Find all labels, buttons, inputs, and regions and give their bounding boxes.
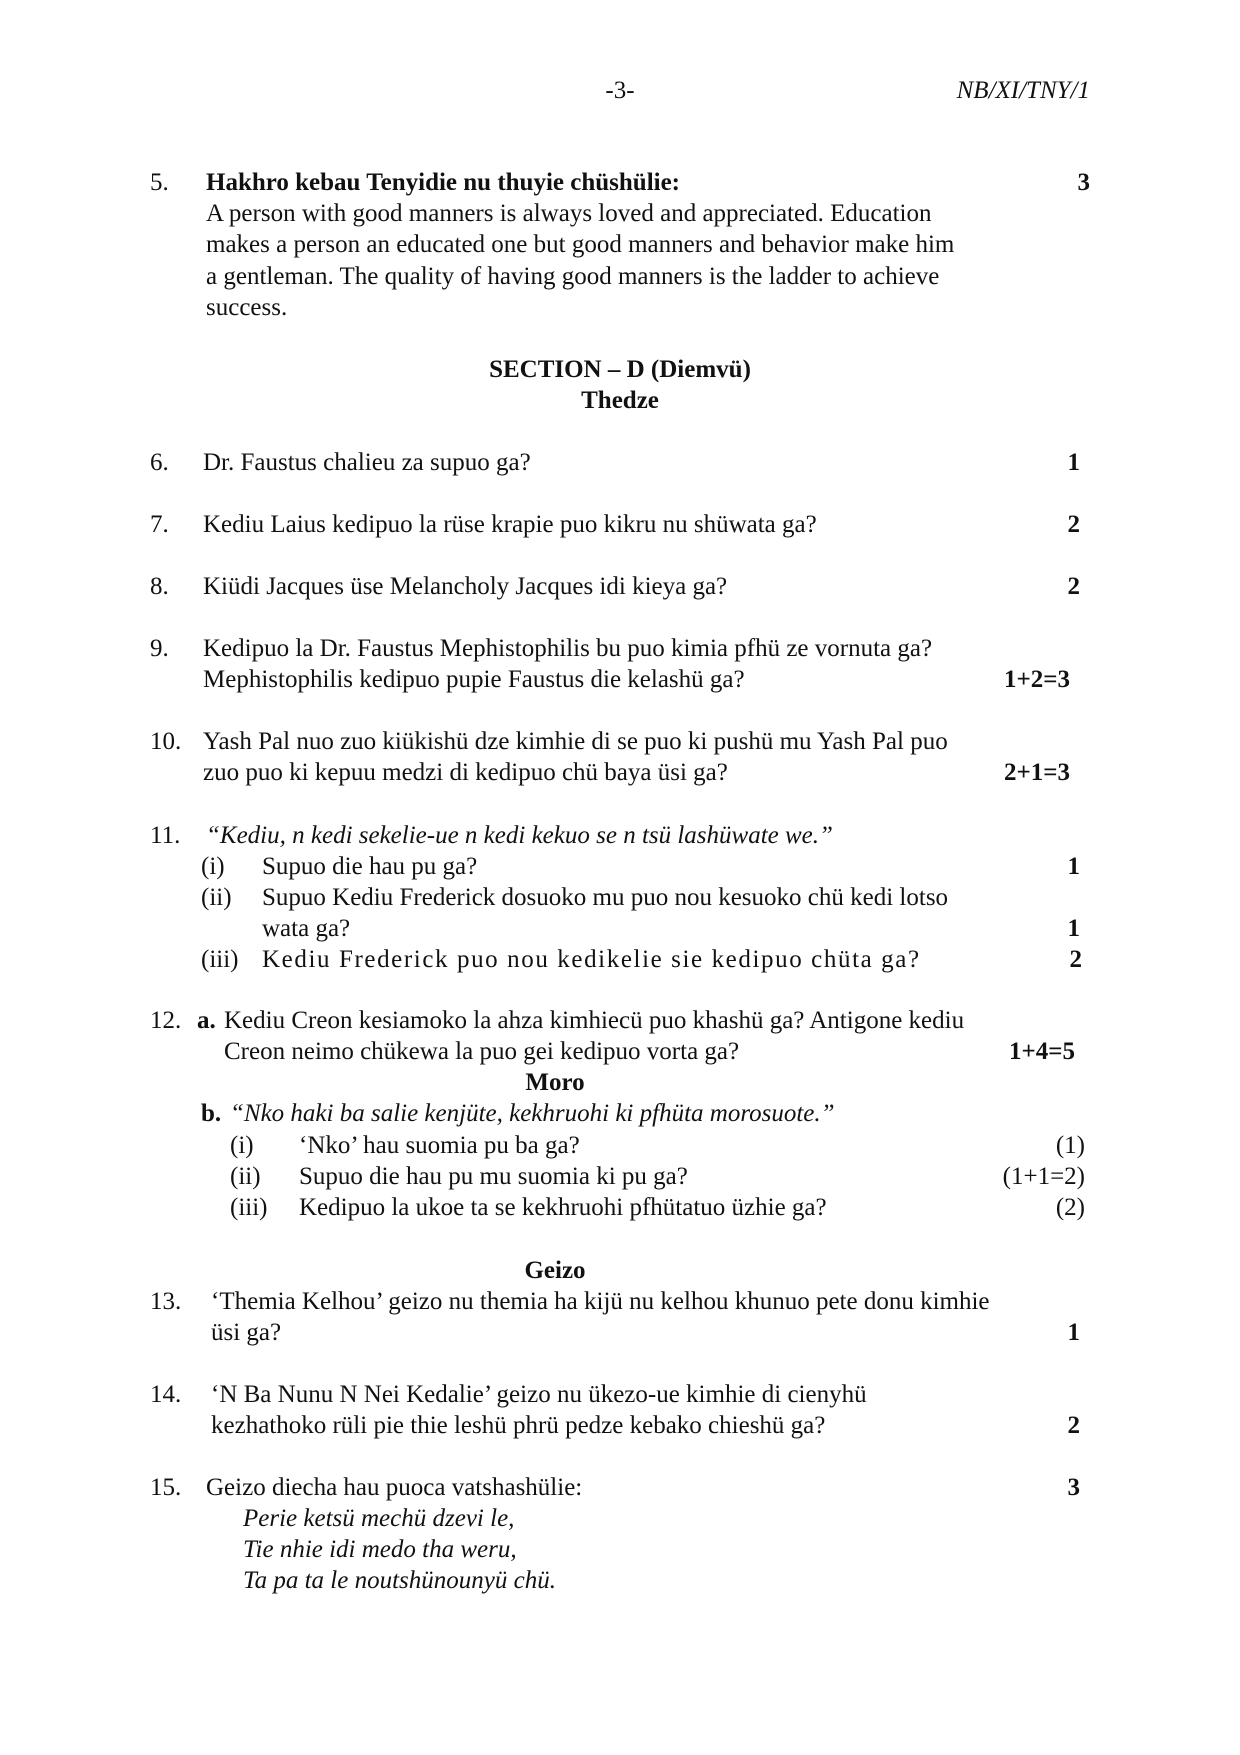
question-quote: “Kediu, n kedi sekelie-ue n kedi kekuo se n tsü lashüwate we.” xyxy=(206,822,833,849)
question-marks: 2+1=3 xyxy=(1004,759,1070,786)
passage-line: makes a person an educated one but good manners and behavior make him xyxy=(206,231,955,258)
question-number: 10. xyxy=(150,728,182,755)
question-number: 5. xyxy=(150,169,169,196)
question-number: 12. xyxy=(150,1007,182,1034)
sub-question-text: wata ga? xyxy=(262,915,351,942)
question-marks: 1 xyxy=(1067,1319,1080,1346)
question-quote: “Nko haki ba salie kenjüte, kekhruohi ki pfhüta morosuote.” xyxy=(230,1100,835,1127)
question-text: üsi ga? xyxy=(211,1319,282,1346)
passage-line: A person with good manners is always loved and appreciated. Education xyxy=(206,200,932,227)
question-number: 7. xyxy=(150,511,169,538)
sub-question-marks: 1 xyxy=(1067,853,1080,880)
question-number: 6. xyxy=(150,449,169,476)
question-number: 13. xyxy=(150,1288,182,1315)
poem-line: Ta pa ta le noutshünounyü chü. xyxy=(243,1567,556,1594)
question-text: ‘N Ba Nunu N Nei Kedalie’ geizo nu ükezo-ue kimhie di cienyhü xyxy=(211,1381,867,1408)
sub-question-marks: (1+1=2) xyxy=(1002,1163,1085,1190)
sub-question-label: (iii) xyxy=(201,946,239,973)
sub-question-marks: (1) xyxy=(1055,1132,1085,1159)
question-number: 11. xyxy=(150,822,181,849)
question-text: Geizo diecha hau puoca vatshashülie: xyxy=(206,1474,583,1501)
passage-line: success. xyxy=(206,294,288,321)
sub-question-text: ‘Nko’ hau suomia pu ba ga? xyxy=(299,1132,580,1159)
passage-line: a gentleman. The quality of having good manners is the ladder to achieve xyxy=(206,263,940,290)
part-label-a: a. xyxy=(197,1007,216,1034)
question-text: zuo puo ki kepuu medzi di kedipuo chü baya üsi ga? xyxy=(203,759,728,786)
question-text: kezhathoko rüli pie thie leshü phrü pedze kebako chieshü ga? xyxy=(211,1412,826,1439)
question-marks: 1+4=5 xyxy=(1009,1038,1075,1065)
sub-question-text: Supuo die hau pu ga? xyxy=(262,853,478,880)
question-marks: 2 xyxy=(1067,573,1080,600)
geizo-heading: Geizo xyxy=(524,1257,586,1284)
poem-line: Perie ketsü mechü dzevi le, xyxy=(243,1505,515,1532)
sub-question-label: (i) xyxy=(230,1132,254,1159)
question-title: Hakhro kebau Tenyidie nu thuyie chüshülie: xyxy=(206,169,681,196)
sub-question-text: Kediu Frederick puo nou kedikelie sie kedipuo chüta ga? xyxy=(262,946,921,973)
question-marks: 1+2=3 xyxy=(1004,666,1070,693)
question-text: ‘Themia Kelhou’ geizo nu themia ha kijü nu kelhou khunuo pete donu kimhie xyxy=(211,1288,990,1315)
page-number: -3- xyxy=(605,77,635,104)
sub-question-text: Kedipuo la ukoe ta se kekhruohi pfhütatuo üzhie ga? xyxy=(299,1194,827,1221)
part-label-b: b. xyxy=(201,1100,222,1127)
question-number: 15. xyxy=(150,1474,182,1501)
question-text: Kediu Creon kesiamoko la ahza kimhiecü puo khashü ga? Antigone kediu xyxy=(224,1007,965,1034)
question-marks: 2 xyxy=(1067,511,1080,538)
question-text: Kiüdi Jacques üse Melancholy Jacques idi kieya ga? xyxy=(203,573,728,600)
question-marks: 3 xyxy=(1077,169,1090,196)
question-marks: 1 xyxy=(1067,449,1080,476)
question-text: Yash Pal nuo zuo kiükishü dze kimhie di se puo ki pushü mu Yash Pal puo xyxy=(203,728,948,755)
section-subtitle: Thedze xyxy=(581,387,659,414)
question-text: Kedipuo la Dr. Faustus Mephistophilis bu puo kimia pfhü ze vornuta ga? xyxy=(203,635,933,662)
sub-question-marks: 2 xyxy=(1069,946,1082,973)
sub-question-marks: 1 xyxy=(1067,915,1080,942)
sub-question-marks: (2) xyxy=(1055,1194,1085,1221)
question-number: 14. xyxy=(150,1381,182,1408)
or-heading: Moro xyxy=(525,1069,585,1096)
question-text: Creon neimo chükewa la puo gei kedipuo vorta ga? xyxy=(224,1038,740,1065)
paper-code: NB/XI/TNY/1 xyxy=(956,77,1090,104)
question-marks: 3 xyxy=(1067,1474,1080,1501)
poem-line: Tie nhie idi medo tha weru, xyxy=(243,1536,517,1563)
sub-question-text: Supuo Kediu Frederick dosuoko mu puo nou kesuoko chü kedi lotso xyxy=(262,884,949,911)
section-title: SECTION – D (Diemvü) xyxy=(489,356,751,383)
question-number: 8. xyxy=(150,573,169,600)
question-text: Dr. Faustus chalieu za supuo ga? xyxy=(203,449,531,476)
sub-question-label: (ii) xyxy=(201,884,232,911)
question-text: Kediu Laius kedipuo la rüse krapie puo kikru nu shüwata ga? xyxy=(203,511,817,538)
sub-question-label: (ii) xyxy=(230,1163,261,1190)
question-marks: 2 xyxy=(1067,1412,1080,1439)
sub-question-text: Supuo die hau pu mu suomia ki pu ga? xyxy=(299,1163,688,1190)
sub-question-label: (i) xyxy=(201,853,225,880)
question-number: 9. xyxy=(150,635,169,662)
sub-question-label: (iii) xyxy=(230,1194,268,1221)
question-text: Mephistophilis kedipuo pupie Faustus die kelashü ga? xyxy=(203,666,745,693)
